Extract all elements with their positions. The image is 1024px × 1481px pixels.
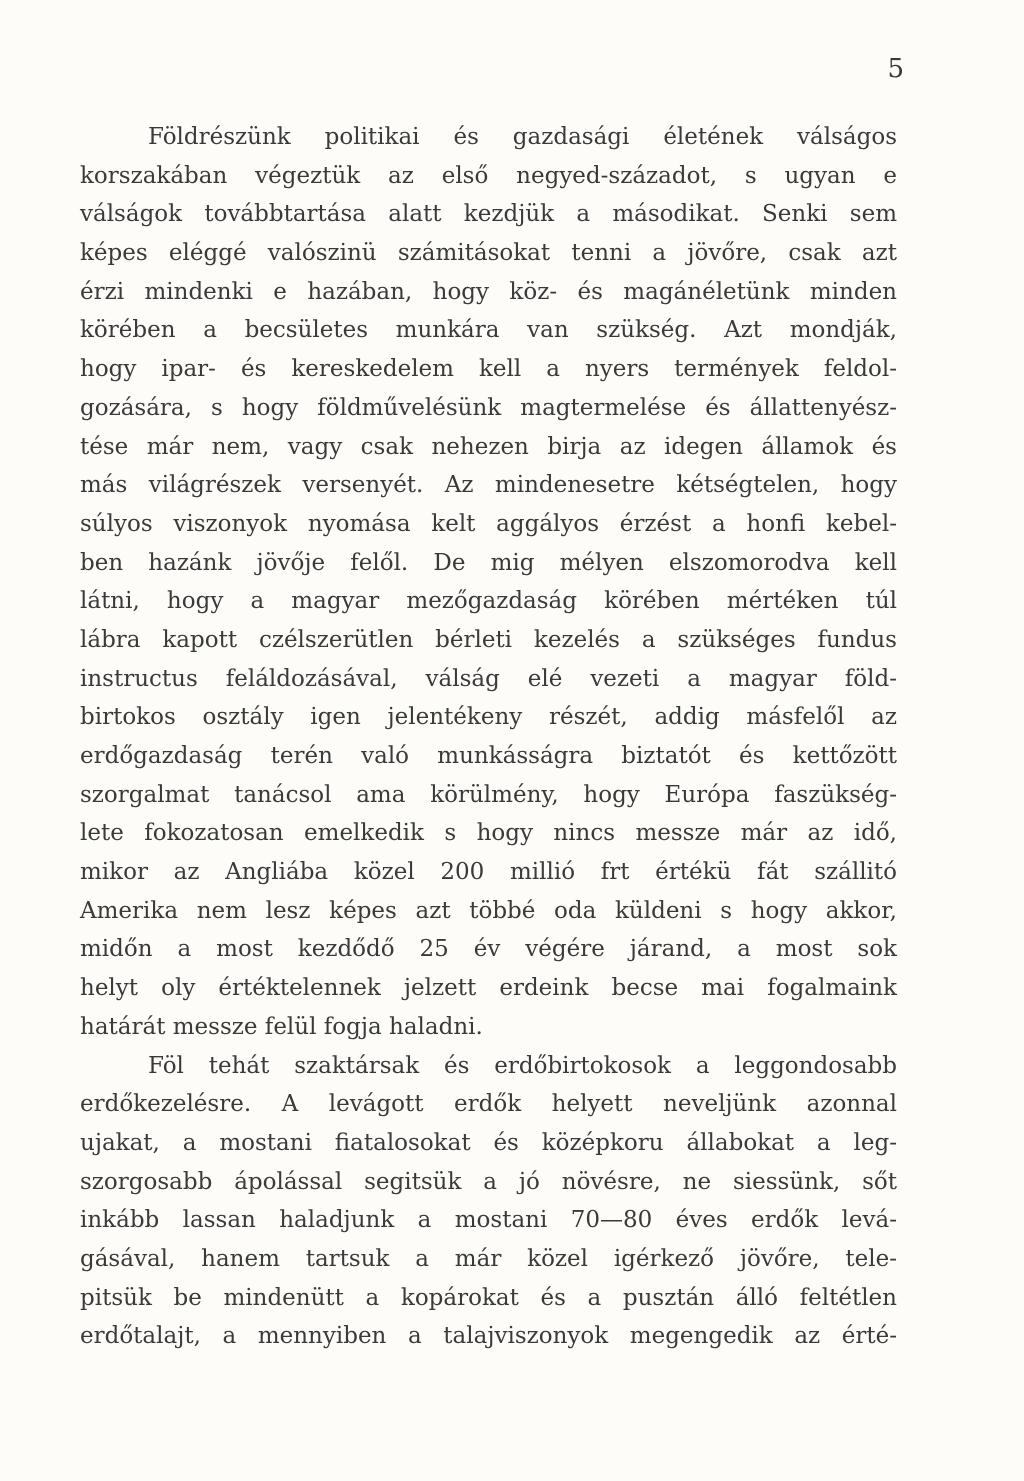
text-line: határát messze felül fogja haladni. bbox=[80, 1013, 483, 1040]
text-line: gásával, hanem tartsuk a már közel igérkező jövőre, tele- bbox=[80, 1245, 897, 1272]
text-line: más világrészek versenyét. Az mindenesetre kétségtelen, hogy bbox=[80, 472, 897, 499]
text-line: mikor az Angliába közel 200 millió frt értékü fát szállitó bbox=[80, 859, 897, 886]
text-line: lete fokozatosan emelkedik s hogy nincs messze már az idő, bbox=[80, 820, 897, 847]
text-line: pitsük be mindenütt a kopárokat és a pusztán álló feltétlen bbox=[80, 1284, 897, 1311]
text-line: Földrészünk politikai és gazdasági életének válságos bbox=[148, 124, 897, 150]
text-line: szorgosabb ápolással segitsük a jó növésre, ne siessünk, sőt bbox=[80, 1168, 897, 1195]
text-line: instructus feláldozásával, válság elé vezeti a magyar föld- bbox=[80, 665, 897, 692]
text-line: súlyos viszonyok nyomása kelt aggályos érzést a honfi kebel- bbox=[80, 510, 897, 537]
text-line: érzi mindenki e hazában, hogy köz- és magánéletünk minden bbox=[80, 278, 897, 305]
text-line: szorgalmat tanácsol ama körülmény, hogy Európa faszükség- bbox=[80, 781, 897, 808]
text-line: Föl tehát szaktársak és erdőbirtokosok a leggondosabb bbox=[148, 1052, 897, 1079]
text-line: körében a becsületes munkára van szükség. Azt mondják, bbox=[80, 317, 897, 344]
text-line: ben hazánk jövője felől. De mig mélyen elszomorodva kell bbox=[80, 549, 897, 576]
text-line: válságok továbbtartása alatt kezdjük a másodikat. Senki sem bbox=[80, 201, 897, 228]
text-line: Amerika nem lesz képes azt többé oda küldeni s hogy akkor, bbox=[80, 897, 897, 924]
text-line: korszakában végeztük az első negyed-századot, s ugyan e bbox=[80, 162, 897, 189]
text-line: látni, hogy a magyar mezőgazdaság körében mértéken túl bbox=[80, 588, 897, 615]
text-line: gozására, s hogy földművelésünk magtermelése és állattenyész- bbox=[80, 394, 897, 421]
body-text bbox=[80, 118, 897, 1356]
text-line: ujakat, a mostani fiatalosokat és középkoru állabokat a leg- bbox=[80, 1129, 897, 1156]
text-line: birtokos osztály igen jelentékeny részét, addig másfelől az bbox=[80, 704, 897, 731]
text-line: hogy ipar- és kereskedelem kell a nyers termények feldol- bbox=[80, 356, 897, 383]
text-line: helyt oly értéktelennek jelzett erdeink becse mai fogalmaink bbox=[80, 975, 897, 1002]
text-line: erdőgazdaság terén való munkásságra biztatót és kettőzött bbox=[80, 743, 897, 769]
text-line: lábra kapott czélszerütlen bérleti kezelés a szükséges fundus bbox=[80, 626, 897, 653]
text-line: erdőkezelésre. A levágott erdők helyett neveljünk azonnal bbox=[80, 1091, 897, 1118]
text-line: midőn a most kezdődő 25 év végére járand, a most sok bbox=[80, 936, 897, 963]
text-line: inkább lassan haladjunk a mostani 70—80 éves erdők levá- bbox=[80, 1207, 897, 1234]
text-line: tése már nem, vagy csak nehezen birja az idegen államok és bbox=[80, 433, 897, 460]
text-line: képes eléggé valószinü számitásokat tenni a jövőre, csak azt bbox=[80, 240, 897, 267]
text-line: erdőtalajt, a mennyiben a talajviszonyok megengedik az érté- bbox=[80, 1323, 897, 1350]
page-number: 5 bbox=[887, 54, 904, 84]
